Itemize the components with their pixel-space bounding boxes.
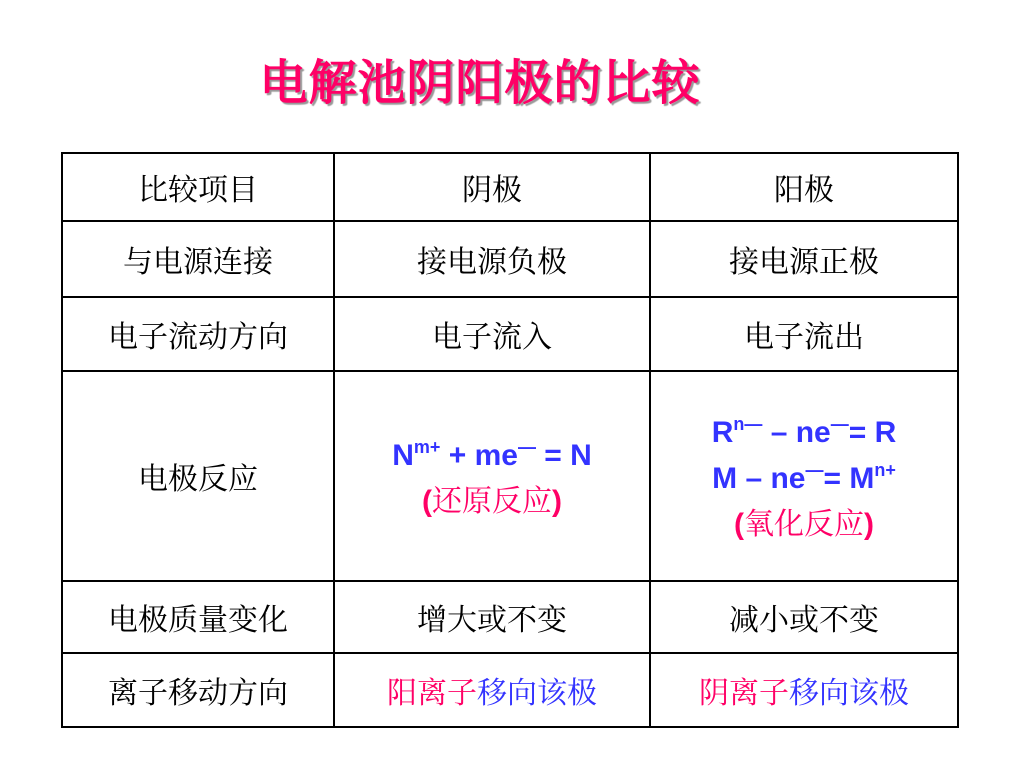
eq-sup: — [517, 437, 536, 457]
anode-reaction-type [651, 502, 957, 548]
eq-sup: n+ [874, 460, 896, 480]
comparison-table [61, 152, 959, 728]
table-row [62, 221, 958, 297]
header-anode: 阳极 [650, 153, 958, 221]
paren: ) [552, 485, 562, 518]
anode-cell [650, 653, 958, 727]
table-row [62, 297, 958, 371]
row-label: 离子移动方向 [62, 653, 334, 727]
ion-type: 阳离子 [387, 676, 477, 711]
header-item: 比较项目 [62, 153, 334, 221]
eq-part: – ne [762, 416, 831, 449]
anode-cell [650, 371, 958, 581]
cathode-cell [334, 653, 650, 727]
row-label: 电极反应 [62, 371, 334, 581]
row-label: 电极质量变化 [62, 581, 334, 653]
cathode-reaction-type [335, 479, 649, 525]
header-cathode: 阴极 [334, 153, 650, 221]
anode-equation-2 [651, 456, 957, 502]
cathode-cell [334, 371, 650, 581]
page-title: 电解池阴阳极的比较 [259, 55, 701, 111]
row-label: 与电源连接 [62, 221, 334, 297]
cathode-equation [335, 433, 649, 479]
row-label: 电子流动方向 [62, 297, 334, 371]
table-row [62, 581, 958, 653]
cathode-cell: 接电源负极 [334, 221, 650, 297]
ion-type: 阴离子 [699, 676, 789, 711]
paren: ( [734, 508, 744, 541]
eq-part: N [392, 439, 414, 472]
cathode-cell: 电子流入 [334, 297, 650, 371]
note-text: 氧化反应 [744, 507, 864, 542]
anode-equation-1 [651, 410, 957, 456]
eq-part: = R [848, 416, 897, 449]
eq-part: M – ne [712, 462, 806, 495]
note-text: 还原反应 [432, 484, 552, 519]
anode-cell: 接电源正极 [650, 221, 958, 297]
table-row [62, 653, 958, 727]
paren: ) [864, 508, 874, 541]
eq-sup: — [805, 460, 824, 480]
eq-sup: m+ [413, 437, 441, 457]
table-row [62, 371, 958, 581]
cathode-cell: 增大或不变 [334, 581, 650, 653]
paren: ( [422, 485, 432, 518]
anode-cell: 减小或不变 [650, 581, 958, 653]
eq-sup: n— [733, 414, 763, 434]
eq-part: = M [823, 462, 875, 495]
eq-part: + me [440, 439, 518, 472]
ion-direction: 移向该极 [477, 676, 597, 711]
ion-direction: 移向该极 [789, 676, 909, 711]
eq-part: = N [535, 439, 592, 472]
anode-cell: 电子流出 [650, 297, 958, 371]
table-header-row [62, 153, 958, 221]
eq-part: R [711, 416, 734, 449]
eq-sup: — [830, 414, 849, 434]
